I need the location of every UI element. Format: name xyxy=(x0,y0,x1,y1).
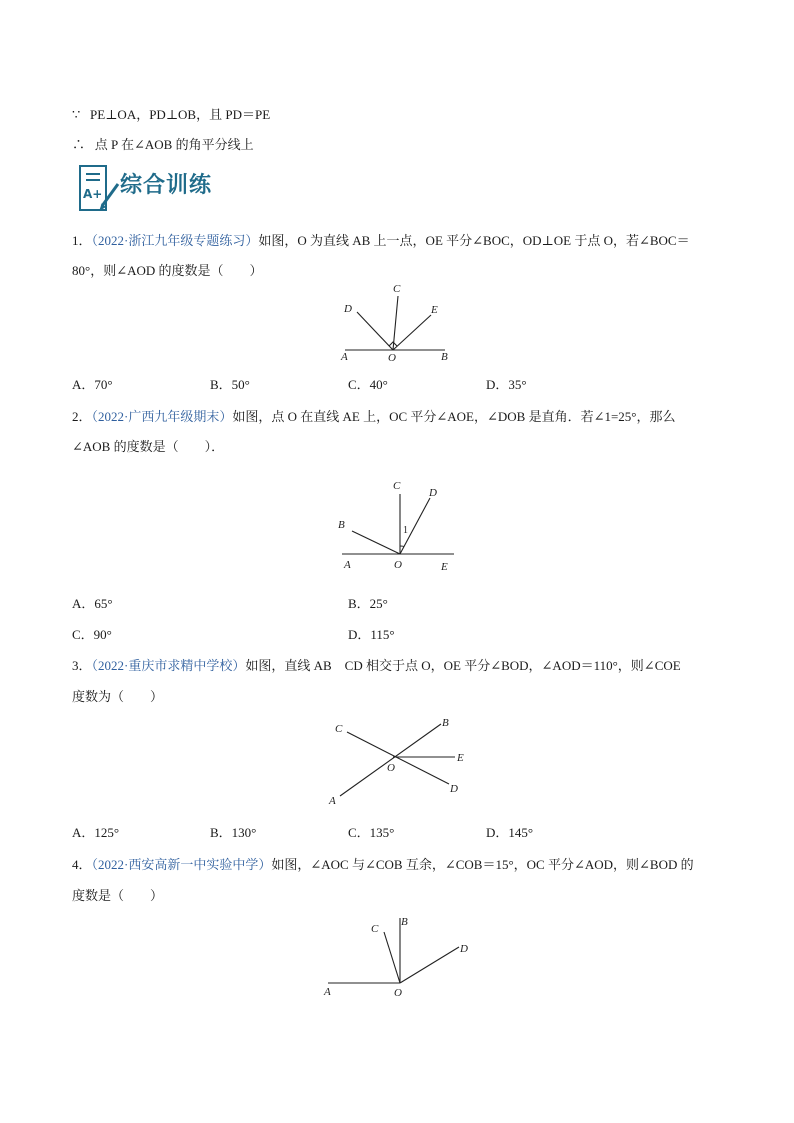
q2-label-o: O xyxy=(394,559,402,571)
q2-option-d[interactable]: D．115° xyxy=(348,627,395,642)
q2-number: 2． xyxy=(72,409,92,424)
intro-line-2-text: 点 P 在∠AOB 的角平分线上 xyxy=(94,137,254,152)
q2-label-e: E xyxy=(441,561,448,573)
q4-label-c: C xyxy=(371,923,379,935)
q3-option-c[interactable]: C．135° xyxy=(348,825,395,840)
document-pencil-icon xyxy=(72,160,120,216)
q2-label-c: C xyxy=(393,480,401,492)
q3-figure xyxy=(325,712,475,812)
q4-label-o: O xyxy=(394,987,402,999)
q3-option-d[interactable]: D．145° xyxy=(486,825,534,840)
q3-option-a[interactable]: A．125° xyxy=(72,825,120,840)
q4-label-b: B xyxy=(401,916,408,928)
q4-ray-oc xyxy=(384,932,400,983)
q1-source: （2022·浙江九年级专题练习） xyxy=(91,233,259,248)
q4-source: （2022·西安高新一中实验中学） xyxy=(91,857,272,872)
q2-option-a[interactable]: A．65° xyxy=(72,596,113,611)
q1-ray-oc xyxy=(393,296,398,350)
section-badge: A+ xyxy=(83,187,103,201)
q1-ray-oe xyxy=(393,315,431,350)
q3-label-o: O xyxy=(387,762,395,774)
q3-label-c: C xyxy=(335,723,343,735)
q1-option-d[interactable]: D．35° xyxy=(486,377,527,392)
q2-label-d: D xyxy=(429,487,437,499)
q2-option-c[interactable]: C．90° xyxy=(72,627,112,642)
q1-option-b[interactable]: B．50° xyxy=(210,377,250,392)
q2-stem-line-1 xyxy=(72,406,676,425)
q3-line-cd xyxy=(347,732,449,784)
q1-figure xyxy=(335,280,465,365)
because-symbol: ∵ xyxy=(72,107,81,122)
q3-label-e: E xyxy=(457,752,464,764)
q4-ray-od xyxy=(400,947,459,983)
q1-stem-line-1 xyxy=(72,230,690,249)
q1-text-1: 如图，O 为直线 AB 上一点，OE 平分∠BOC，OD⊥OE 于点 O，若∠BOC＝ xyxy=(258,233,690,248)
q3-label-b: B xyxy=(442,717,449,729)
q1-option-c[interactable]: C．40° xyxy=(348,377,388,392)
q1-label-d: D xyxy=(344,303,352,315)
q2-label-angle-1: 1 xyxy=(403,525,408,536)
q3-label-a: A xyxy=(329,795,336,807)
q4-label-a: A xyxy=(324,986,331,998)
q2-source: （2022·广西九年级期末） xyxy=(91,409,233,424)
q3-line-ab xyxy=(340,724,441,796)
q1-label-c: C xyxy=(393,283,401,295)
q4-label-d: D xyxy=(460,943,468,955)
q4-number: 4． xyxy=(72,857,92,872)
q1-label-a: A xyxy=(341,351,348,363)
q4-stem-line-2: 度数是（ ） xyxy=(72,888,164,903)
q1-ray-od xyxy=(357,312,393,350)
q2-figure xyxy=(338,476,458,576)
intro-line-2 xyxy=(72,134,254,153)
q4-text-1: 如图，∠AOC 与∠COB 互余，∠COB＝15°，OC 平分∠AOD，则∠BOD 的 xyxy=(271,857,694,872)
intro-line-1 xyxy=(72,104,270,123)
q1-option-a[interactable]: A．70° xyxy=(72,377,113,392)
q3-label-d: D xyxy=(450,783,458,795)
q2-stem-line-2: ∠AOB 的度数是（ ）． xyxy=(72,439,225,454)
q2-label-b: B xyxy=(338,519,345,531)
q1-label-o: O xyxy=(388,352,396,364)
q4-stem-line-1 xyxy=(72,854,694,873)
q2-ray-ob xyxy=(352,531,400,554)
q3-stem-line-2: 度数为（ ） xyxy=(72,689,164,704)
q1-number: 1． xyxy=(72,233,92,248)
q1-stem-line-2: 80°，则∠AOD 的度数是（ ） xyxy=(72,263,263,278)
q1-label-b: B xyxy=(441,351,448,363)
intro-line-1-text: PE⊥OA，PD⊥OB，且 PD＝PE xyxy=(90,107,271,122)
q2-option-b[interactable]: B．25° xyxy=(348,596,388,611)
section-title: 综合训练 xyxy=(120,173,213,198)
q2-angle-arc xyxy=(400,546,404,547)
q1-label-e: E xyxy=(431,304,438,316)
q3-option-b[interactable]: B．130° xyxy=(210,825,257,840)
q2-label-a: A xyxy=(344,559,351,571)
q3-number: 3． xyxy=(72,658,92,673)
q4-figure xyxy=(322,910,482,1000)
q2-text-1: 如图，点 O 在直线 AE 上，OC 平分∠AOE，∠DOB 是直角．若∠1=25°，那么 xyxy=(232,409,676,424)
therefore-symbol: ∴ xyxy=(72,137,86,152)
q3-stem-line-1 xyxy=(72,655,681,674)
q3-source: （2022·重庆市求精中学校） xyxy=(91,658,246,673)
q3-text-1: 如图，直线 AB CD 相交于点 O，OE 平分∠BOD，∠AOD＝110°，则∠COE xyxy=(245,658,681,673)
